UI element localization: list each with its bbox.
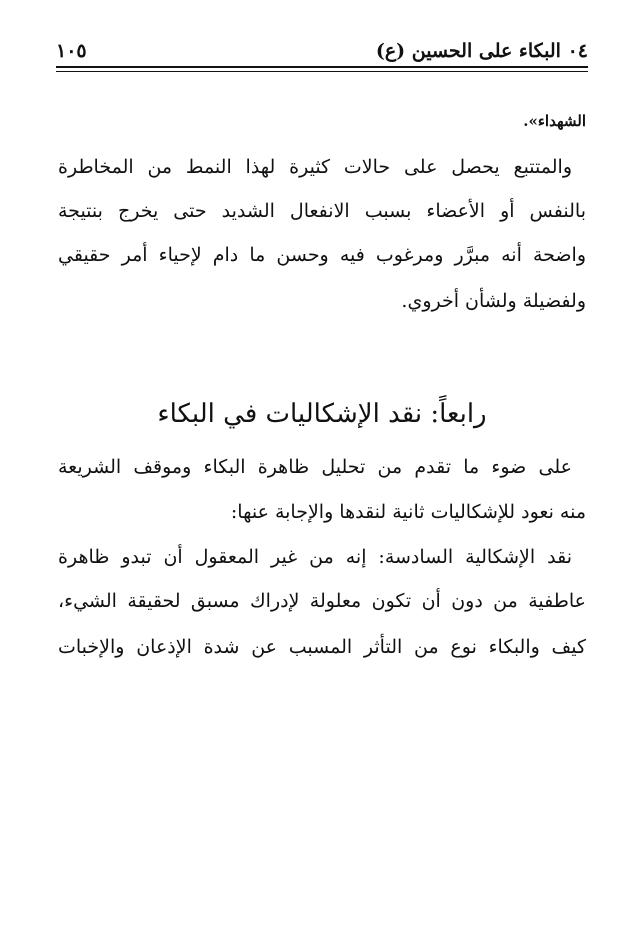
text-line-10: كيف والبكاء نوع من التأثر المسبب عن شدة الإذعان والإخبات [58, 636, 586, 658]
text-line-1: الشهداء». [523, 112, 586, 130]
header-title: ٠٤ البكاء على الحسين (ع) [375, 40, 588, 62]
section-heading: رابعاً: نقد الإشكاليات في البكاء [157, 399, 487, 429]
header-rule-thick [56, 66, 588, 68]
text-line-4: واضحة أنه مبرَّر ومرغوب فيه وحسن ما دام لإحياء أمر حقيقي [58, 244, 586, 266]
text-line-2: والمتتبع يحصل على حالات كثيرة لهذا النمط من المخاطرة [58, 156, 572, 178]
page-number: ١٠٥ [56, 40, 87, 62]
running-header [56, 32, 588, 62]
text-line-9: عاطفية من دون أن تكون معلولة لإدراك مسبق لحقيقة الشيء، [58, 590, 586, 612]
text-line-3: بالنفس أو الأعضاء بسبب الانفعال الشديد حتى يخرج بنتيجة [58, 200, 586, 222]
text-line-5: ولفضيلة ولشأن أخروي. [401, 290, 586, 312]
text-line-6: على ضوء ما تقدم من تحليل ظاهرة البكاء وموقف الشريعة [58, 456, 572, 478]
header-rule-thin [56, 71, 588, 72]
text-line-8: نقد الإشكالية السادسة: إنه من غير المعقول أن تبدو ظاهرة [58, 546, 572, 568]
text-line-7: منه نعود للإشكاليات ثانية لنقدها والإجابة عنها: [230, 501, 586, 523]
